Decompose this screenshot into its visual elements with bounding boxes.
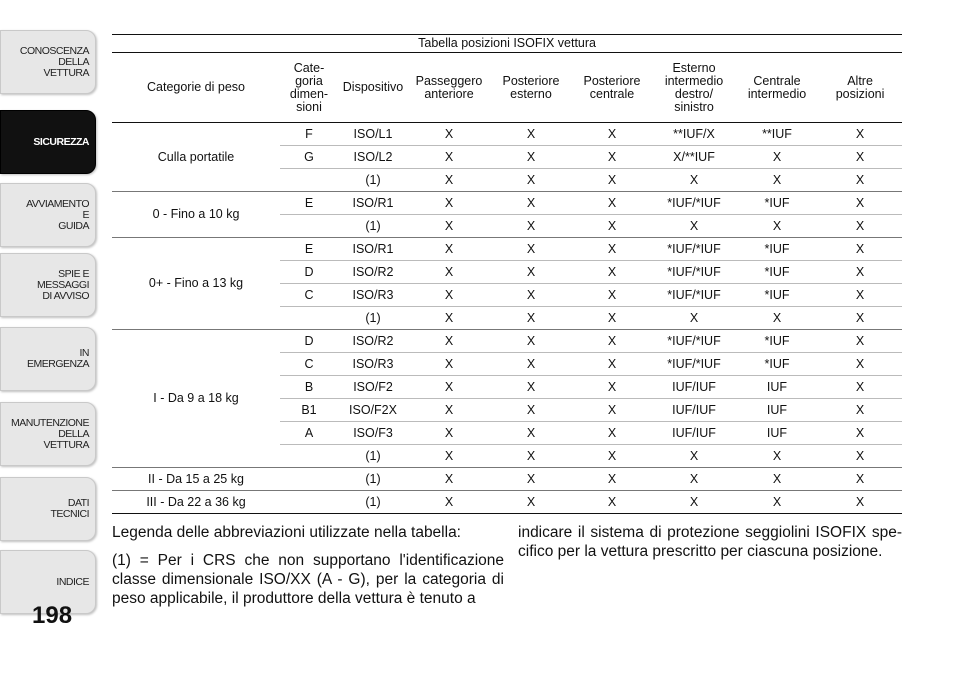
table-cell: *IUF/*IUF: [652, 192, 736, 215]
table-cell: E: [280, 238, 338, 261]
table-cell: X: [490, 330, 572, 353]
table-cell: *IUF/*IUF: [652, 353, 736, 376]
table-cell: [280, 169, 338, 192]
tab-manutenzione-della-vettura[interactable]: [0, 402, 96, 466]
table-cell: X: [490, 353, 572, 376]
table-cell: F: [280, 123, 338, 146]
table-cell: X: [818, 330, 902, 353]
column-header: Posteriore centrale: [572, 53, 652, 123]
table-cell: X: [408, 468, 490, 491]
table-cell: IUF: [736, 422, 818, 445]
table-cell: C: [280, 353, 338, 376]
table-cell: X: [408, 353, 490, 376]
weight-category-cell: I - Da 9 a 18 kg: [112, 330, 280, 468]
table-cell: *IUF: [736, 284, 818, 307]
table-cell: X: [490, 192, 572, 215]
table-cell: ISO/R1: [338, 238, 408, 261]
table-cell: X: [818, 261, 902, 284]
table-cell: X: [652, 307, 736, 330]
table-cell: [280, 491, 338, 514]
tab-sicurezza[interactable]: [0, 110, 96, 174]
table-cell: X: [736, 491, 818, 514]
table-cell: X: [490, 376, 572, 399]
table-cell: X: [818, 422, 902, 445]
table-cell: X: [818, 146, 902, 169]
table-cell: X: [572, 284, 652, 307]
table-cell: ISO/R3: [338, 353, 408, 376]
table-cell: X: [572, 123, 652, 146]
table-cell: ISO/R2: [338, 261, 408, 284]
table-cell: X: [818, 468, 902, 491]
table-cell: X: [572, 422, 652, 445]
table-cell: IUF/IUF: [652, 399, 736, 422]
table-cell: X: [408, 422, 490, 445]
table-cell: (1): [338, 445, 408, 468]
table-cell: [280, 445, 338, 468]
page-number: 198: [32, 602, 73, 629]
table-cell: X: [736, 146, 818, 169]
weight-category-cell: 0+ - Fino a 13 kg: [112, 238, 280, 330]
table-cell: [280, 468, 338, 491]
table-cell: X: [572, 491, 652, 514]
table-cell: E: [280, 192, 338, 215]
tab-label: MANUTENZIONE DELLA VETTURA: [11, 416, 89, 451]
table-cell: X: [408, 261, 490, 284]
table-cell: (1): [338, 169, 408, 192]
table-cell: X: [818, 399, 902, 422]
table-cell: X: [408, 238, 490, 261]
tab-label: INDICE: [56, 575, 89, 588]
table-cell: ISO/F2: [338, 376, 408, 399]
table-cell: X: [736, 468, 818, 491]
tab-label: DATI TECNICI: [50, 497, 89, 520]
table-row: [112, 238, 902, 261]
table-cell: *IUF: [736, 330, 818, 353]
table-cell: X: [818, 307, 902, 330]
table-cell: X: [408, 491, 490, 514]
table-cell: X: [572, 330, 652, 353]
table-cell: X: [490, 399, 572, 422]
table-cell: X: [818, 284, 902, 307]
table-cell: X: [818, 376, 902, 399]
table-cell: *IUF: [736, 353, 818, 376]
table-cell: X: [572, 468, 652, 491]
legend-heading: Legenda delle abbreviazioni utilizzate nella tabella:: [112, 524, 461, 541]
table-cell: B1: [280, 399, 338, 422]
table-cell: X: [490, 215, 572, 238]
table-cell: IUF: [736, 376, 818, 399]
table-cell: X: [490, 238, 572, 261]
table-cell: X: [490, 284, 572, 307]
table-cell: **IUF: [736, 123, 818, 146]
table-cell: X: [818, 491, 902, 514]
table-cell: X: [408, 330, 490, 353]
table-cell: IUF/IUF: [652, 422, 736, 445]
column-header: Esterno intermedio destro/ sinistro: [652, 53, 736, 123]
table-row: [112, 491, 902, 514]
tab-spie-e-messaggi-di-avviso[interactable]: [0, 253, 96, 317]
table-cell: X: [572, 376, 652, 399]
table-cell: X: [736, 215, 818, 238]
table-cell: ISO/L1: [338, 123, 408, 146]
table-cell: ISO/R1: [338, 192, 408, 215]
table-cell: X: [490, 491, 572, 514]
table-title: Tabella posizioni ISOFIX vettura: [112, 35, 902, 53]
table-cell: X: [652, 215, 736, 238]
table-cell: (1): [338, 307, 408, 330]
table-cell: X: [490, 468, 572, 491]
table-cell: X/**IUF: [652, 146, 736, 169]
column-header: Passeggero anteriore: [408, 53, 490, 123]
table-row: [112, 192, 902, 215]
table-cell: **IUF/X: [652, 123, 736, 146]
table-cell: X: [572, 169, 652, 192]
table-cell: (1): [338, 491, 408, 514]
table-cell: X: [408, 192, 490, 215]
table-cell: *IUF/*IUF: [652, 330, 736, 353]
table-cell: G: [280, 146, 338, 169]
tab-label: CONOSCENZA DELLA VETTURA: [19, 44, 89, 79]
table-cell: X: [572, 192, 652, 215]
table-cell: X: [736, 307, 818, 330]
column-header: Cate- goria dimen- sioni: [280, 53, 338, 123]
column-header: Dispositivo: [338, 53, 408, 123]
table-cell: X: [408, 399, 490, 422]
table-cell: X: [818, 353, 902, 376]
table-cell: *IUF/*IUF: [652, 284, 736, 307]
table-cell: ISO/R3: [338, 284, 408, 307]
weight-category-cell: II - Da 15 a 25 kg: [112, 468, 280, 491]
table-cell: *IUF: [736, 192, 818, 215]
table-cell: X: [652, 491, 736, 514]
table-cell: X: [408, 123, 490, 146]
column-header: Categorie di peso: [112, 53, 280, 123]
table-cell: B: [280, 376, 338, 399]
weight-category-cell: 0 - Fino a 10 kg: [112, 192, 280, 238]
table-cell: ISO/R2: [338, 330, 408, 353]
table-cell: X: [490, 422, 572, 445]
table-cell: X: [572, 445, 652, 468]
table-cell: X: [490, 146, 572, 169]
table-cell: X: [818, 192, 902, 215]
table-cell: ISO/L2: [338, 146, 408, 169]
table-cell: X: [408, 376, 490, 399]
tab-label: IN EMERGENZA: [26, 347, 89, 370]
table-cell: *IUF: [736, 238, 818, 261]
table-cell: X: [490, 261, 572, 284]
column-header: Centrale intermedio: [736, 53, 818, 123]
table-row: [112, 330, 902, 353]
table-cell: *IUF/*IUF: [652, 261, 736, 284]
table-cell: X: [652, 468, 736, 491]
table-cell: X: [572, 146, 652, 169]
table-cell: D: [280, 261, 338, 284]
legend-text-right: indicare il sistema di protezione seggiolini ISOFIX spe-cifico per la vettura prescritto per ciascuna posizione.: [518, 524, 902, 560]
legend-left-column: [112, 523, 504, 617]
table-cell: X: [818, 215, 902, 238]
table-cell: X: [736, 445, 818, 468]
table-cell: IUF/IUF: [652, 376, 736, 399]
table-cell: *IUF/*IUF: [652, 238, 736, 261]
table-row: [112, 123, 902, 146]
table-body: [112, 123, 902, 514]
tab-label: AVVIAMENTO E GUIDA: [26, 197, 89, 232]
table-cell: X: [736, 169, 818, 192]
weight-category-cell: Culla portatile: [112, 123, 280, 192]
isofix-positions-table: [112, 34, 902, 514]
table-cell: (1): [338, 468, 408, 491]
table-cell: X: [572, 261, 652, 284]
table-cell: X: [818, 238, 902, 261]
table-cell: X: [408, 215, 490, 238]
table-cell: X: [572, 353, 652, 376]
table-cell: X: [818, 445, 902, 468]
table-cell: C: [280, 284, 338, 307]
table-cell: X: [818, 169, 902, 192]
table-header-row: [112, 53, 902, 123]
table-cell: IUF: [736, 399, 818, 422]
table-row: [112, 468, 902, 491]
table-cell: X: [572, 399, 652, 422]
column-header: Posteriore esterno: [490, 53, 572, 123]
table-cell: *IUF: [736, 261, 818, 284]
table-cell: X: [818, 123, 902, 146]
table-cell: X: [490, 169, 572, 192]
table-cell: [280, 307, 338, 330]
tab-avviamento-e-guida[interactable]: [0, 183, 96, 247]
table-cell: X: [490, 445, 572, 468]
tab-in-emergenza[interactable]: [0, 327, 96, 391]
table-cell: ISO/F3: [338, 422, 408, 445]
tab-label: SPIE E MESSAGGI DI AVVISO: [36, 267, 89, 302]
tab-conoscenza-della-vettura[interactable]: [0, 30, 96, 94]
weight-category-cell: III - Da 22 a 36 kg: [112, 491, 280, 514]
table-cell: D: [280, 330, 338, 353]
table-cell: X: [408, 169, 490, 192]
table-cell: X: [572, 307, 652, 330]
table-cell: [280, 215, 338, 238]
legend-right-column: [518, 523, 902, 570]
table-cell: X: [652, 169, 736, 192]
table-cell: X: [408, 284, 490, 307]
column-header: Altre posizioni: [818, 53, 902, 123]
table-cell: A: [280, 422, 338, 445]
table-cell: X: [572, 215, 652, 238]
table-cell: X: [408, 445, 490, 468]
tab-dati-tecnici[interactable]: [0, 477, 96, 541]
table-cell: (1): [338, 215, 408, 238]
tab-label: SICUREZZA: [33, 135, 89, 148]
table-cell: X: [652, 445, 736, 468]
table-cell: X: [408, 146, 490, 169]
legend-text-left: (1) = Per i CRS che non supportano l'identificazione classe dimensionale ISO/XX (A - G), per la categoria di peso applicabile, il produttore della vettura è tenuto a: [112, 552, 504, 607]
table-cell: ISO/F2X: [338, 399, 408, 422]
table-cell: X: [572, 238, 652, 261]
table-cell: X: [408, 307, 490, 330]
table-cell: X: [490, 123, 572, 146]
table-cell: X: [490, 307, 572, 330]
